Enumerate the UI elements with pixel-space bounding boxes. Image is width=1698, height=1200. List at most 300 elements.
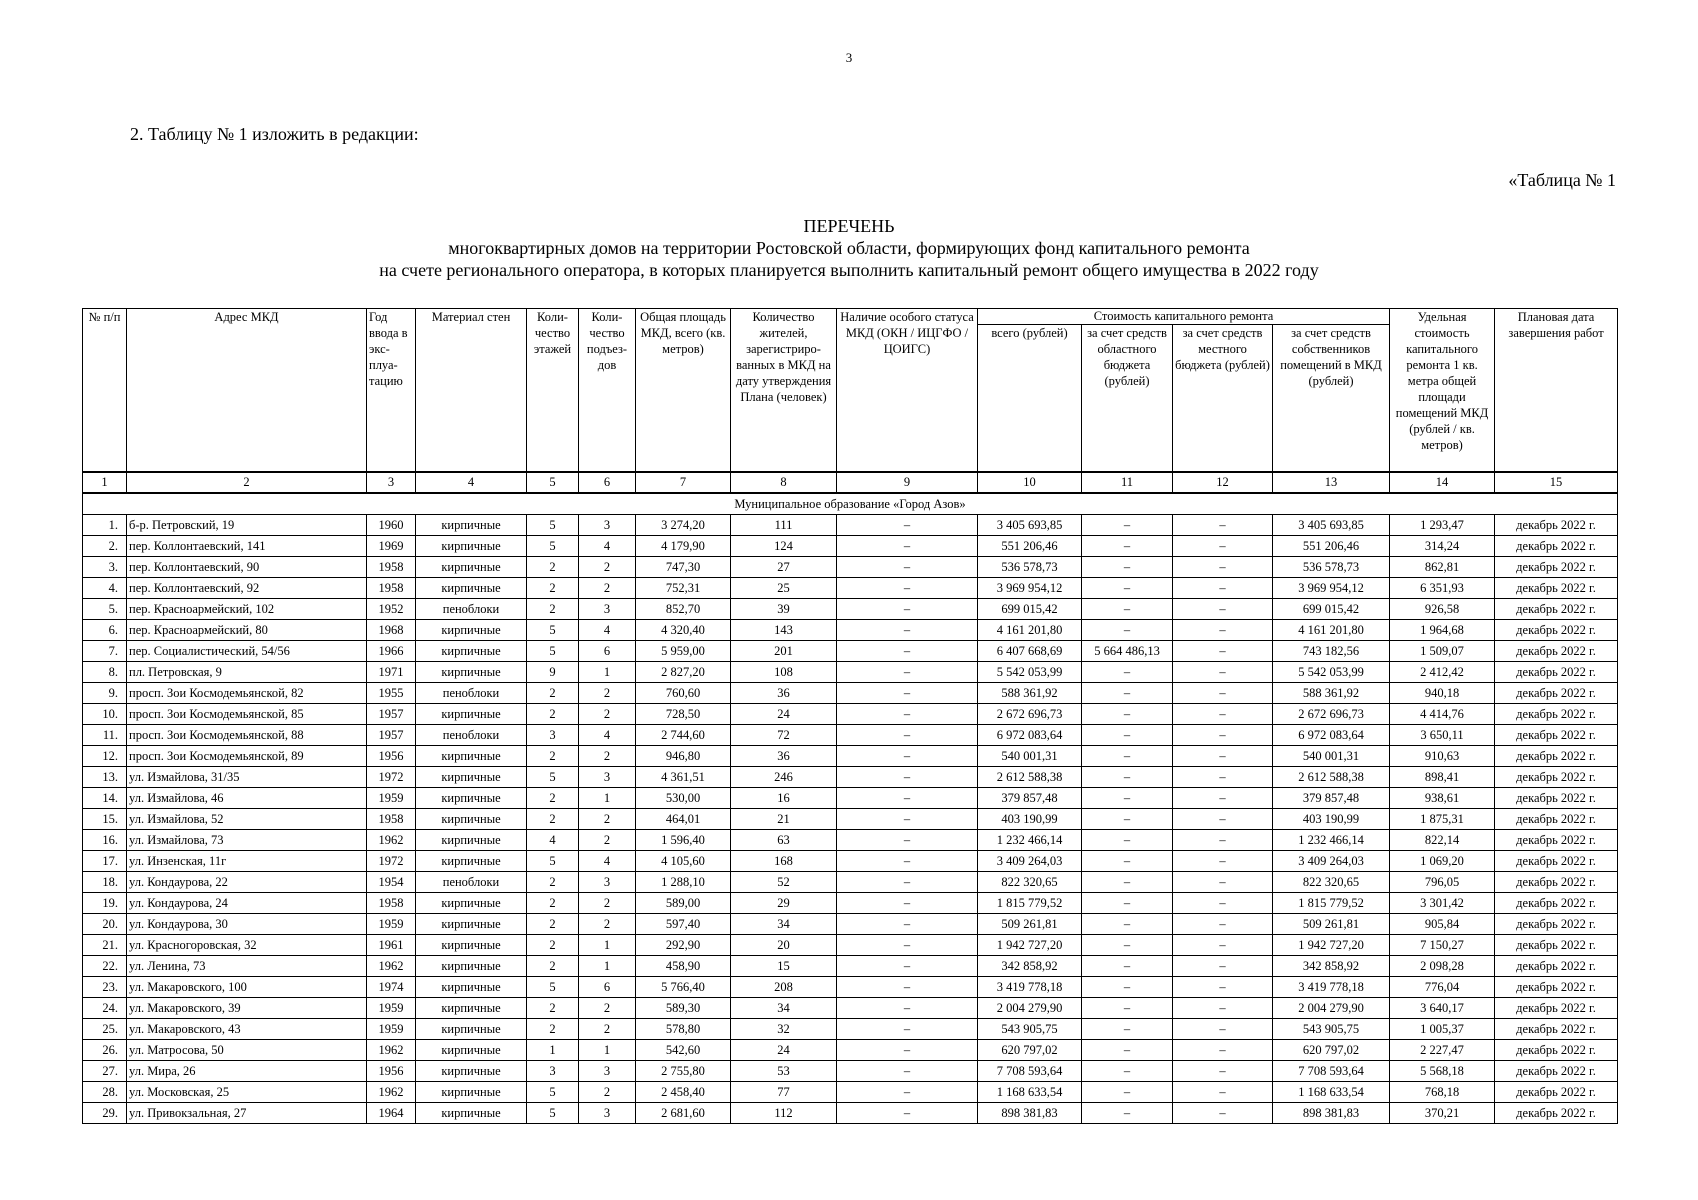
cell-cost-total: 898 381,83: [978, 1103, 1082, 1124]
cell-unit-cost: 2 098,28: [1390, 956, 1495, 977]
cell-completion-date: декабрь 2022 г.: [1495, 977, 1618, 998]
cell-year-built: 1961: [367, 935, 416, 956]
cell-floors: 5: [527, 767, 579, 788]
cell-address: пер. Социалистический, 54/56: [127, 641, 367, 662]
column-number: 4: [416, 472, 527, 493]
cell-cost-total: 2 672 696,73: [978, 704, 1082, 725]
cell-address: ул. Инзенская, 11г: [127, 851, 367, 872]
cell-cost-regional: –: [1082, 1082, 1173, 1103]
cell-entrances: 3: [579, 515, 636, 536]
cell-entrances: 2: [579, 809, 636, 830]
header-cost-local: за счет средств местного бюджета (рублей): [1173, 325, 1273, 473]
cell-floors: 5: [527, 1082, 579, 1103]
cell-special-status: –: [837, 830, 978, 851]
cell-cost-total: 2 004 279,90: [978, 998, 1082, 1019]
cell-year-built: 1962: [367, 1040, 416, 1061]
cell-cost-owners: 3 405 693,85: [1273, 515, 1390, 536]
cell-unit-cost: 1 875,31: [1390, 809, 1495, 830]
page-number: 3: [845, 50, 853, 65]
cell-cost-owners: 2 672 696,73: [1273, 704, 1390, 725]
cell-row-number: 4.: [83, 578, 127, 599]
table-row: [83, 872, 1618, 893]
header-entrances: Коли-чество подъез-дов: [579, 309, 636, 473]
cell-total-area: 4 320,40: [636, 620, 731, 641]
cell-residents: 39: [731, 599, 837, 620]
cell-special-status: –: [837, 1061, 978, 1082]
cell-residents: 21: [731, 809, 837, 830]
cell-special-status: –: [837, 809, 978, 830]
cell-address: ул. Мира, 26: [127, 1061, 367, 1082]
cell-floors: 2: [527, 914, 579, 935]
cell-special-status: –: [837, 1103, 978, 1124]
cell-cost-regional: –: [1082, 935, 1173, 956]
cell-cost-owners: 4 161 201,80: [1273, 620, 1390, 641]
cell-special-status: –: [837, 746, 978, 767]
cell-cost-owners: 3 419 778,18: [1273, 977, 1390, 998]
cell-completion-date: декабрь 2022 г.: [1495, 1040, 1618, 1061]
cell-special-status: –: [837, 704, 978, 725]
cell-floors: 5: [527, 1103, 579, 1124]
cell-row-number: 9.: [83, 683, 127, 704]
cell-cost-regional: –: [1082, 536, 1173, 557]
cell-floors: 4: [527, 830, 579, 851]
cell-entrances: 4: [579, 725, 636, 746]
cell-cost-regional: –: [1082, 914, 1173, 935]
column-number: 12: [1173, 472, 1273, 493]
cell-row-number: 10.: [83, 704, 127, 725]
cell-total-area: 4 105,60: [636, 851, 731, 872]
cell-row-number: 22.: [83, 956, 127, 977]
cell-floors: 2: [527, 557, 579, 578]
table-row: [83, 641, 1618, 662]
cell-entrances: 3: [579, 767, 636, 788]
cell-cost-regional: –: [1082, 1061, 1173, 1082]
header-cost-regional: за счет средств областного бюджета (рублей): [1082, 325, 1173, 473]
cell-residents: 34: [731, 998, 837, 1019]
cell-address: ул. Измайлова, 46: [127, 788, 367, 809]
cell-unit-cost: 940,18: [1390, 683, 1495, 704]
cell-cost-local: –: [1173, 977, 1273, 998]
cell-unit-cost: 2 227,47: [1390, 1040, 1495, 1061]
table-row: [83, 704, 1618, 725]
cell-residents: 63: [731, 830, 837, 851]
cell-entrances: 3: [579, 872, 636, 893]
header-residents: Количество жителей, зарегистриро-ванных в МКД на дату утверждения Плана (человек): [731, 309, 837, 473]
cell-cost-total: 2 612 588,38: [978, 767, 1082, 788]
cell-row-number: 18.: [83, 872, 127, 893]
cell-completion-date: декабрь 2022 г.: [1495, 1103, 1618, 1124]
cell-cost-local: –: [1173, 1061, 1273, 1082]
cell-wall-material: кирпичные: [416, 536, 527, 557]
cell-cost-local: –: [1173, 725, 1273, 746]
cell-year-built: 1957: [367, 704, 416, 725]
cell-residents: 25: [731, 578, 837, 599]
cell-completion-date: декабрь 2022 г.: [1495, 830, 1618, 851]
table-row: [83, 578, 1618, 599]
cell-residents: 53: [731, 1061, 837, 1082]
cell-cost-total: 1 815 779,52: [978, 893, 1082, 914]
cell-cost-local: –: [1173, 914, 1273, 935]
cell-residents: 72: [731, 725, 837, 746]
header-num: № п/п: [83, 309, 127, 473]
cell-cost-owners: 1 168 633,54: [1273, 1082, 1390, 1103]
cell-unit-cost: 898,41: [1390, 767, 1495, 788]
cell-cost-total: 588 361,92: [978, 683, 1082, 704]
cell-cost-local: –: [1173, 998, 1273, 1019]
cell-completion-date: декабрь 2022 г.: [1495, 809, 1618, 830]
cell-special-status: –: [837, 1019, 978, 1040]
cell-cost-total: 536 578,73: [978, 557, 1082, 578]
cell-cost-total: 6 407 668,69: [978, 641, 1082, 662]
cell-cost-total: 379 857,48: [978, 788, 1082, 809]
cell-year-built: 1959: [367, 998, 416, 1019]
cell-cost-total: 551 206,46: [978, 536, 1082, 557]
cell-cost-owners: 5 542 053,99: [1273, 662, 1390, 683]
column-number-row: [83, 472, 1618, 493]
cell-address: пер. Красноармейский, 102: [127, 599, 367, 620]
cell-cost-owners: 588 361,92: [1273, 683, 1390, 704]
cell-year-built: 1958: [367, 893, 416, 914]
table-row: [83, 725, 1618, 746]
cell-year-built: 1969: [367, 536, 416, 557]
cell-cost-local: –: [1173, 746, 1273, 767]
cell-year-built: 1956: [367, 746, 416, 767]
cell-wall-material: кирпичные: [416, 578, 527, 599]
cell-unit-cost: 4 414,76: [1390, 704, 1495, 725]
cell-cost-regional: –: [1082, 788, 1173, 809]
cell-entrances: 2: [579, 1082, 636, 1103]
cell-unit-cost: 5 568,18: [1390, 1061, 1495, 1082]
cell-special-status: –: [837, 620, 978, 641]
cell-cost-regional: –: [1082, 998, 1173, 1019]
cell-completion-date: декабрь 2022 г.: [1495, 515, 1618, 536]
cell-cost-regional: –: [1082, 767, 1173, 788]
cell-residents: 143: [731, 620, 837, 641]
cell-completion-date: декабрь 2022 г.: [1495, 662, 1618, 683]
cell-year-built: 1957: [367, 725, 416, 746]
cell-wall-material: кирпичные: [416, 1103, 527, 1124]
table-row: [83, 788, 1618, 809]
cell-total-area: 752,31: [636, 578, 731, 599]
cell-cost-regional: –: [1082, 704, 1173, 725]
cell-floors: 2: [527, 956, 579, 977]
cell-address: пер. Красноармейский, 80: [127, 620, 367, 641]
cell-cost-local: –: [1173, 1040, 1273, 1061]
cell-cost-owners: 1 232 466,14: [1273, 830, 1390, 851]
cell-year-built: 1958: [367, 809, 416, 830]
header-cost-owners: за счет средств собственников помещений в МКД (рублей): [1273, 325, 1390, 473]
column-number: 9: [837, 472, 978, 493]
cell-wall-material: кирпичные: [416, 998, 527, 1019]
cell-cost-regional: –: [1082, 1103, 1173, 1124]
cell-floors: 5: [527, 641, 579, 662]
cell-cost-regional: –: [1082, 851, 1173, 872]
cell-cost-owners: 898 381,83: [1273, 1103, 1390, 1124]
cell-year-built: 1972: [367, 767, 416, 788]
cell-residents: 77: [731, 1082, 837, 1103]
cell-residents: 32: [731, 1019, 837, 1040]
cell-wall-material: кирпичные: [416, 935, 527, 956]
cell-wall-material: пеноблоки: [416, 872, 527, 893]
cell-total-area: 5 766,40: [636, 977, 731, 998]
table-row: [83, 1040, 1618, 1061]
cell-cost-owners: 543 905,75: [1273, 1019, 1390, 1040]
cell-total-area: 464,01: [636, 809, 731, 830]
cell-cost-owners: 551 206,46: [1273, 536, 1390, 557]
cell-floors: 2: [527, 746, 579, 767]
cell-cost-local: –: [1173, 620, 1273, 641]
cell-cost-regional: –: [1082, 515, 1173, 536]
cell-entrances: 6: [579, 977, 636, 998]
table-reference: «Таблица № 1: [1508, 170, 1616, 190]
cell-total-area: 589,30: [636, 998, 731, 1019]
cell-completion-date: декабрь 2022 г.: [1495, 725, 1618, 746]
cell-floors: 5: [527, 620, 579, 641]
cell-unit-cost: 370,21: [1390, 1103, 1495, 1124]
cell-total-area: 589,00: [636, 893, 731, 914]
cell-row-number: 8.: [83, 662, 127, 683]
cell-cost-total: 620 797,02: [978, 1040, 1082, 1061]
cell-cost-local: –: [1173, 893, 1273, 914]
cell-address: ул. Кондаурова, 22: [127, 872, 367, 893]
cell-wall-material: кирпичные: [416, 809, 527, 830]
cell-residents: 124: [731, 536, 837, 557]
column-number: 1: [83, 472, 127, 493]
cell-cost-local: –: [1173, 767, 1273, 788]
cell-cost-owners: 6 972 083,64: [1273, 725, 1390, 746]
cell-total-area: 747,30: [636, 557, 731, 578]
cell-address: ул. Измайлова, 31/35: [127, 767, 367, 788]
cell-completion-date: декабрь 2022 г.: [1495, 641, 1618, 662]
cell-cost-total: 403 190,99: [978, 809, 1082, 830]
cell-total-area: 2 681,60: [636, 1103, 731, 1124]
cell-entrances: 2: [579, 998, 636, 1019]
cell-residents: 20: [731, 935, 837, 956]
cell-unit-cost: 822,14: [1390, 830, 1495, 851]
cell-special-status: –: [837, 641, 978, 662]
cell-wall-material: кирпичные: [416, 788, 527, 809]
cell-completion-date: декабрь 2022 г.: [1495, 893, 1618, 914]
cell-residents: 36: [731, 746, 837, 767]
cell-entrances: 3: [579, 599, 636, 620]
table-row: [83, 956, 1618, 977]
cell-residents: 15: [731, 956, 837, 977]
cell-residents: 246: [731, 767, 837, 788]
cell-row-number: 25.: [83, 1019, 127, 1040]
header-status: Наличие особого статуса МКД (ОКН / ИЦГФО / ЦОИГС): [837, 309, 978, 473]
cell-year-built: 1962: [367, 830, 416, 851]
cell-unit-cost: 905,84: [1390, 914, 1495, 935]
cell-year-built: 1956: [367, 1061, 416, 1082]
cell-cost-owners: 7 708 593,64: [1273, 1061, 1390, 1082]
cell-cost-owners: 699 015,42: [1273, 599, 1390, 620]
title-line-2: многоквартирных домов на территории Ростовской области, формирующих фонд капитального ремонта: [448, 238, 1250, 258]
header-address: Адрес МКД: [127, 309, 367, 473]
cell-year-built: 1955: [367, 683, 416, 704]
cell-cost-local: –: [1173, 515, 1273, 536]
cell-year-built: 1964: [367, 1103, 416, 1124]
cell-row-number: 6.: [83, 620, 127, 641]
cell-wall-material: кирпичные: [416, 662, 527, 683]
cell-cost-regional: –: [1082, 599, 1173, 620]
table-row: [83, 1082, 1618, 1103]
cell-cost-local: –: [1173, 599, 1273, 620]
cell-residents: 52: [731, 872, 837, 893]
cell-entrances: 3: [579, 1103, 636, 1124]
cell-total-area: 728,50: [636, 704, 731, 725]
cell-unit-cost: 862,81: [1390, 557, 1495, 578]
cell-completion-date: декабрь 2022 г.: [1495, 683, 1618, 704]
cell-unit-cost: 1 964,68: [1390, 620, 1495, 641]
cell-entrances: 2: [579, 557, 636, 578]
cell-cost-total: 3 419 778,18: [978, 977, 1082, 998]
cell-floors: 2: [527, 1019, 579, 1040]
table-row: [83, 683, 1618, 704]
column-number: 3: [367, 472, 416, 493]
cell-floors: 2: [527, 998, 579, 1019]
cell-special-status: –: [837, 788, 978, 809]
cell-address: просп. Зои Космодемьянской, 89: [127, 746, 367, 767]
cell-cost-local: –: [1173, 872, 1273, 893]
cell-year-built: 1959: [367, 788, 416, 809]
cell-row-number: 20.: [83, 914, 127, 935]
cell-cost-regional: –: [1082, 830, 1173, 851]
cell-completion-date: декабрь 2022 г.: [1495, 851, 1618, 872]
cell-cost-owners: 509 261,81: [1273, 914, 1390, 935]
table-row: [83, 893, 1618, 914]
cell-special-status: –: [837, 1040, 978, 1061]
title-line-3: на счете регионального оператора, в которых планируется выполнить капитальный ремонт общего имущества в 2022 году: [379, 260, 1319, 280]
cell-special-status: –: [837, 557, 978, 578]
title-line-1: ПЕРЕЧЕНЬ: [803, 216, 895, 236]
cell-cost-owners: 620 797,02: [1273, 1040, 1390, 1061]
cell-cost-total: 3 969 954,12: [978, 578, 1082, 599]
cell-special-status: –: [837, 536, 978, 557]
cell-wall-material: кирпичные: [416, 1082, 527, 1103]
cell-year-built: 1974: [367, 977, 416, 998]
cell-residents: 201: [731, 641, 837, 662]
cell-cost-total: 1 232 466,14: [978, 830, 1082, 851]
cell-total-area: 597,40: [636, 914, 731, 935]
cell-cost-local: –: [1173, 851, 1273, 872]
cell-address: просп. Зои Космодемьянской, 85: [127, 704, 367, 725]
cell-total-area: 530,00: [636, 788, 731, 809]
cell-floors: 5: [527, 536, 579, 557]
cell-completion-date: декабрь 2022 г.: [1495, 620, 1618, 641]
cell-cost-total: 5 542 053,99: [978, 662, 1082, 683]
table-row: [83, 830, 1618, 851]
cell-entrances: 2: [579, 830, 636, 851]
cell-row-number: 1.: [83, 515, 127, 536]
cell-total-area: 2 744,60: [636, 725, 731, 746]
column-number: 13: [1273, 472, 1390, 493]
cell-row-number: 29.: [83, 1103, 127, 1124]
cell-cost-owners: 2 004 279,90: [1273, 998, 1390, 1019]
cell-cost-local: –: [1173, 641, 1273, 662]
cell-entrances: 2: [579, 1019, 636, 1040]
cell-completion-date: декабрь 2022 г.: [1495, 599, 1618, 620]
cell-entrances: 4: [579, 620, 636, 641]
table-row: [83, 1061, 1618, 1082]
cell-total-area: 458,90: [636, 956, 731, 977]
cell-completion-date: декабрь 2022 г.: [1495, 1082, 1618, 1103]
cell-special-status: –: [837, 599, 978, 620]
header-wall-material: Материал стен: [416, 309, 527, 473]
cell-wall-material: кирпичные: [416, 641, 527, 662]
cell-total-area: 4 179,90: [636, 536, 731, 557]
houses-table: [82, 308, 1618, 1124]
cell-floors: 5: [527, 851, 579, 872]
cell-cost-local: –: [1173, 1103, 1273, 1124]
cell-row-number: 23.: [83, 977, 127, 998]
cell-year-built: 1962: [367, 1082, 416, 1103]
cell-entrances: 2: [579, 914, 636, 935]
cell-cost-local: –: [1173, 809, 1273, 830]
cell-total-area: 292,90: [636, 935, 731, 956]
cell-cost-total: 6 972 083,64: [978, 725, 1082, 746]
cell-wall-material: кирпичные: [416, 893, 527, 914]
cell-cost-local: –: [1173, 683, 1273, 704]
cell-unit-cost: 7 150,27: [1390, 935, 1495, 956]
cell-floors: 5: [527, 977, 579, 998]
column-number: 10: [978, 472, 1082, 493]
cell-address: ул. Матросова, 50: [127, 1040, 367, 1061]
cell-special-status: –: [837, 977, 978, 998]
cell-entrances: 1: [579, 956, 636, 977]
cell-floors: 1: [527, 1040, 579, 1061]
cell-cost-total: 543 905,75: [978, 1019, 1082, 1040]
cell-wall-material: пеноблоки: [416, 725, 527, 746]
cell-year-built: 1958: [367, 578, 416, 599]
cell-wall-material: кирпичные: [416, 557, 527, 578]
cell-residents: 36: [731, 683, 837, 704]
cell-entrances: 1: [579, 1040, 636, 1061]
cell-address: ул. Красногоровская, 32: [127, 935, 367, 956]
cell-entrances: 2: [579, 578, 636, 599]
cell-cost-owners: 342 858,92: [1273, 956, 1390, 977]
cell-unit-cost: 6 351,93: [1390, 578, 1495, 599]
cell-row-number: 3.: [83, 557, 127, 578]
cell-floors: 3: [527, 725, 579, 746]
cell-cost-owners: 379 857,48: [1273, 788, 1390, 809]
cell-row-number: 26.: [83, 1040, 127, 1061]
table-row: [83, 1103, 1618, 1124]
cell-floors: 2: [527, 704, 579, 725]
cell-cost-owners: 3 409 264,03: [1273, 851, 1390, 872]
cell-row-number: 2.: [83, 536, 127, 557]
cell-total-area: 3 274,20: [636, 515, 731, 536]
cell-unit-cost: 776,04: [1390, 977, 1495, 998]
table-row: [83, 914, 1618, 935]
cell-cost-local: –: [1173, 536, 1273, 557]
cell-special-status: –: [837, 956, 978, 977]
table-row: [83, 662, 1618, 683]
cell-residents: 16: [731, 788, 837, 809]
cell-wall-material: кирпичные: [416, 620, 527, 641]
cell-cost-local: –: [1173, 788, 1273, 809]
cell-address: пер. Коллонтаевский, 141: [127, 536, 367, 557]
cell-cost-local: –: [1173, 704, 1273, 725]
cell-residents: 24: [731, 1040, 837, 1061]
cell-cost-owners: 3 969 954,12: [1273, 578, 1390, 599]
cell-special-status: –: [837, 872, 978, 893]
cell-address: пер. Коллонтаевский, 90: [127, 557, 367, 578]
cell-year-built: 1966: [367, 641, 416, 662]
cell-address: ул. Кондаурова, 24: [127, 893, 367, 914]
cell-completion-date: декабрь 2022 г.: [1495, 935, 1618, 956]
cell-residents: 168: [731, 851, 837, 872]
cell-residents: 108: [731, 662, 837, 683]
